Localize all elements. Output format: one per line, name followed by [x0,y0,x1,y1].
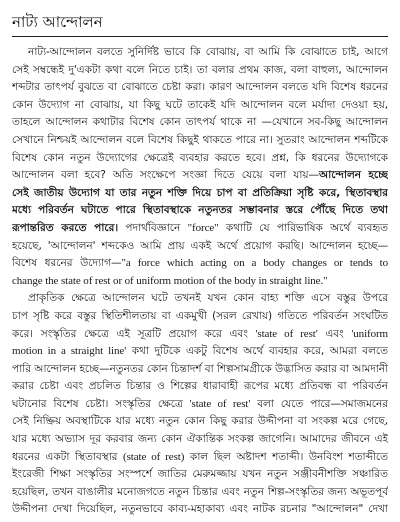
text-segment: ধরনের একটা স্থিতাবস্থার [12,450,124,463]
text-segment: শব্দটার তাৎপর্য বুঝতে বা বোঝাতে চেষ্টা করা। কারণ আন্দোলন বলতে যদি বিশেষ ধরনের [12,81,388,94]
page-title: নাট্য আন্দোলন [12,13,103,31]
text-line [12,97,388,115]
article-body [12,44,388,519]
text-line [12,44,388,62]
english-text: 'state of rest' [255,327,318,340]
text-segment: নাট্য-আন্দোলন বলতে সুনির্দিষ্ট ভাবে কি বোঝায়, বা আমি কি বোঝাতে চাই, আগে [28,46,388,58]
text-segment: ইংরেজী শিক্ষা সংস্কৃতির সংস্পর্শে জাতির মেরুমজ্জায় যখন নতুন সঞ্জীবনীশক্তি সঞ্চারিত [12,468,388,481]
text-segment: সেই সম্বন্ধেই দু'একটা কথা বলে নিতে চাই। তা বলার প্রথম কাজ, বলা বাহুল্য, আন্দোলন [12,63,388,76]
text-segment: করার চেষ্টা এবং প্রচলিত চিন্তার ও শিল্পের ধারাবাহী রূপের মধ্যে প্রতিবন্ধ বা পরিবর্তন [12,380,388,393]
bold-text: আন্দোলন হচ্ছে [318,169,388,182]
text-segment: হয়েছে, 'আন্দোলন' শব্দকেও আমি প্রায় একই অর্থে প্রয়োগ করছি। আন্দোলন হচ্ছে— [12,239,388,252]
text-line [12,273,388,291]
text-line [12,255,388,273]
text-line [12,501,388,519]
text-segment: সেই নিষ্ক্রিয় অবস্থাটিকে যার মধ্যে নতুন কোন কিছু করার উদ্দীপনা বা সংকল্প মরে গেছে, [12,415,388,428]
text-line [12,326,388,344]
text-segment: পারি আন্দোলন হচ্ছে—নতুনতর কোন চিন্তাদর্শ বা শিল্পসামগ্রীকে উদ্ভাসিত করার বা আমদানী [12,362,388,375]
text-line [12,185,388,203]
text-segment: কোন উদ্যোগ না বোঝায়, যা কিছু ঘটে তাকেই যদি আন্দোলন বলে মর্যাদা দেওয়া হয়, [12,98,388,111]
paragraph [12,290,388,519]
title-underline [12,36,388,37]
text-segment: তাহলে আন্দোলন কথাটার বিশেষ কোন তাৎপর্য থাকে না —যেখানে সব-কিছু আন্দোলন [12,116,388,129]
text-segment: এবং [317,327,352,340]
text-segment: পদার্থবিজ্ঞানে [118,221,188,234]
text-line [12,413,388,431]
text-line [12,220,388,238]
text-segment: যার মধ্যে অভ্যাস দূর করবার জন্য কোন ঐকান্তিক সংকল্প জাগেনি। আমাদের জীবনে এই [12,433,388,446]
text-line [12,202,388,220]
text-segment: কথাটি যে পারিভাষিক অর্থে ব্যবহৃত [218,221,388,234]
text-segment: চাপ সৃষ্টি করে বস্তুর স্থিতিশীলতায় বা একমুখী (সরল রেখায়) গতিতে পরিবর্তন সংঘটিত [12,309,388,322]
text-segment: সেখানে নিশ্চয়ই আন্দোলন বলে বিশেষ কিছুই থাকতে পারে না। সুতরাং আন্দোলন শব্দটিকে [12,133,388,146]
text-line [12,62,388,80]
bold-text: রূপান্তরিত করতে পারে। [12,221,119,234]
text-line [12,396,388,414]
text-line [12,361,388,379]
text-line [12,343,388,361]
text-segment: উদ্দীপনা দেখা দিয়েছিল, নতুনভাবে কাব্য-মহাকাব্য এবং নাটক রচনার "আন্দোলন" দেখা [12,503,388,516]
text-line [12,290,388,308]
text-segment: ঘটানোর বিশেষ চেষ্টা। সংস্কৃতির ক্ষেত্রে [12,397,190,410]
text-line [12,79,388,97]
text-line [12,308,388,326]
text-segment: কথা দুটিকে একটু বিশেষ অর্থে ব্যবহার করে, আমরা বলতে [126,345,388,358]
english-text: 'state of rest' [189,397,251,410]
text-segment: বিশেষ ধরনের উদ্যোগ— [12,257,122,270]
text-segment: আন্দোলন বলা হবে? অতি সংক্ষেপে সংজ্ঞা দিতে যেয়ে বলা যায়— [12,169,319,182]
english-text: change the state of rest or of uniform motion of the body in straight line." [12,274,328,287]
text-line [12,466,388,484]
english-text: "a force which acting on a body changes or tends to [121,257,388,270]
bold-text: মধ্যে পরিবর্তন ঘটাতে পারে স্থিতাবস্থাকে নতুনতর সম্ভাবনার স্তরে পৌঁছে দিতে তথা [12,204,388,217]
text-segment: প্রাকৃতিক ক্ষেত্রে আন্দোলন ঘটে তখনই যখন কোন বাহ্য শক্তি এসে বস্তুর উপরে [28,292,388,305]
english-text: (state of rest) [123,450,185,463]
text-line [12,150,388,168]
text-line [12,167,388,185]
text-line [12,431,388,449]
english-text: "force" [187,221,219,234]
english-text: 'uniform [351,327,388,340]
text-segment: কাল ছিল অষ্টাদশ শতাব্দী। উনবিংশ শতাব্দীতে [184,450,388,463]
text-line [12,378,388,396]
text-segment: হয়েছিল, তখন বাঙালীর মনোজগতে নতুন চিন্তার এবং নতুন শিল্প-সংস্কৃতির জন্য অভূতপূর্ব [12,485,388,498]
text-segment: বলা যেতে পারে—সমাজমনের [250,397,388,410]
text-line [12,238,388,256]
english-text: motion in a straight line' [12,345,127,358]
text-line [12,449,388,467]
text-line [12,484,388,502]
text-segment: করে। সংস্কৃতির ক্ষেত্রে এই সূত্রটি প্রয়োগ করে এবং [12,327,256,340]
text-line [12,114,388,132]
text-segment: বিশেষ কোন নতুন উদ্যোগের ক্ষেত্রেই ব্যবহার করতে হবে। প্রশ্ন, কি ধরনের উদ্যোগকে [12,151,388,164]
text-line [12,132,388,150]
bold-text: সেই জাতীয় উদ্যোগ যা তার নতুন শক্তি দিয়ে চাপ বা প্রতিক্রিয়া সৃষ্টি করে, স্থিতাবস্থার [12,186,388,199]
paragraph [12,44,388,290]
